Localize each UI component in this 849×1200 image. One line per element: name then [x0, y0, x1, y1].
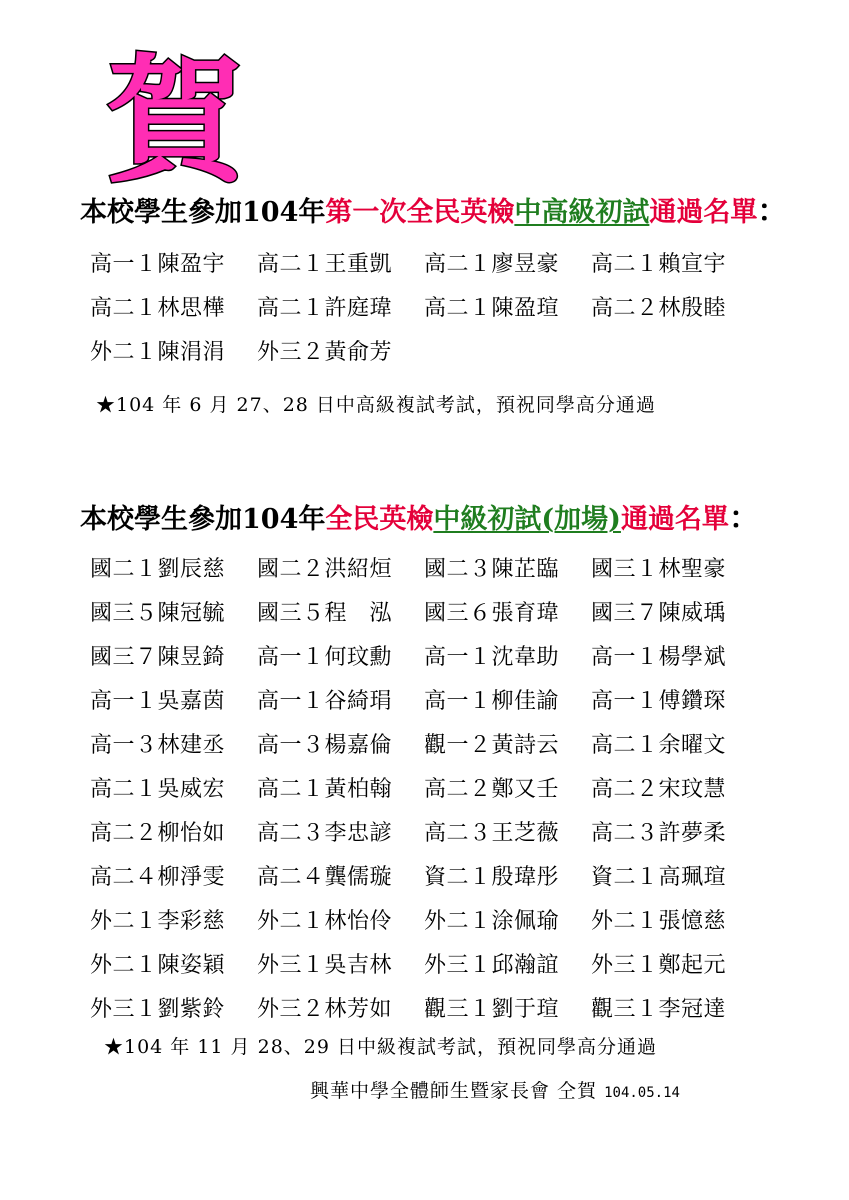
name-row [90, 633, 790, 677]
student-name: 高二２林殷睦 [591, 295, 727, 321]
student-name: 高二１余曜文 [591, 732, 727, 758]
student-name: 高一１何玟勳 [257, 644, 393, 670]
student-name: 國三１林聖豪 [591, 556, 727, 582]
student-name: 國三５陳冠毓 [90, 600, 226, 626]
name-row [90, 941, 790, 985]
student-name: 高二２柳怡如 [90, 820, 226, 846]
student-name: 高二１廖昱豪 [424, 251, 560, 277]
section2-heading-exam: 全民英檢 [325, 504, 434, 535]
student-name: 高二１王重凱 [257, 251, 393, 277]
name-row [90, 985, 790, 1029]
section2-heading [80, 493, 759, 537]
section2-heading-level: 中級初試(加場) [433, 504, 621, 535]
section2-name-list [90, 545, 790, 1029]
student-name: 高二２鄭又壬 [424, 776, 560, 802]
section1-name-list [90, 240, 790, 372]
student-name: 外二１張憶慈 [591, 908, 727, 934]
student-name: 高一１谷綺琄 [257, 688, 393, 714]
section1-heading-colon: ： [757, 194, 788, 229]
footer-date: 104.05.14 [604, 1085, 680, 1101]
student-name: 資二１高珮瑄 [591, 864, 727, 890]
student-name: 外三２黃俞芳 [257, 339, 393, 365]
student-name: 國三５程 泓 [257, 600, 393, 626]
student-name: 高二１黃柏翰 [257, 776, 393, 802]
student-name: 高二３許夢柔 [591, 820, 727, 846]
student-name: 外二１涂佩瑜 [424, 908, 560, 934]
student-name: 外二１陳姿穎 [90, 952, 226, 978]
section1-heading-level: 中高級初試 [514, 197, 650, 228]
student-name: 高二３王芝薇 [424, 820, 560, 846]
student-name: 國二２洪紹烜 [257, 556, 393, 582]
footer-signature: 興華中學全體師生暨家長會 仝賀 [310, 1080, 598, 1102]
student-name: 高二１許庭瑋 [257, 295, 393, 321]
student-name: 高一１沈韋助 [424, 644, 560, 670]
student-name: 高二３李忠諺 [257, 820, 393, 846]
section2-heading-list: 通過名單 [620, 504, 729, 535]
name-row [90, 853, 790, 897]
student-name: 外三１吳吉林 [257, 952, 393, 978]
student-name: 高一３楊嘉倫 [257, 732, 393, 758]
student-name: 高二２宋玟慧 [591, 776, 727, 802]
student-name: 觀三１劉于瑄 [424, 996, 560, 1022]
student-name: 國三７陳威瑀 [591, 600, 727, 626]
student-name: 高一１陳盈宇 [90, 251, 226, 277]
name-row [90, 589, 790, 633]
student-name: 高二１賴宣宇 [591, 251, 727, 277]
student-name: 高一１柳佳諭 [424, 688, 560, 714]
student-name: 國二１劉辰慈 [90, 556, 226, 582]
student-name: 高二１林思樺 [90, 295, 226, 321]
student-name: 外三２林芳如 [257, 996, 393, 1022]
name-row [90, 328, 790, 372]
student-name: 高一１楊學斌 [591, 644, 727, 670]
student-name: 高二１陳盈瑄 [424, 295, 560, 321]
section2-heading-colon: ： [728, 501, 759, 536]
section1-heading-prefix: 本校學生參加104年 [80, 197, 326, 228]
student-name: 高一３林建丞 [90, 732, 226, 758]
name-row [90, 677, 790, 721]
footer [310, 1076, 680, 1103]
student-name: 外二１李彩慈 [90, 908, 226, 934]
student-name: 外三１鄭起元 [591, 952, 727, 978]
name-row [90, 765, 790, 809]
student-name: 外二１陳涓涓 [90, 339, 226, 365]
student-name: 國三７陳昱錡 [90, 644, 226, 670]
student-name: 國二３陳芷臨 [424, 556, 560, 582]
section1-heading [80, 186, 787, 230]
student-name: 觀三１李冠達 [591, 996, 727, 1022]
student-name: 高一１傅鑽琛 [591, 688, 727, 714]
student-name: 高二４龔儒璇 [257, 864, 393, 890]
student-name: 外三１劉紫鈴 [90, 996, 226, 1022]
name-row [90, 897, 790, 941]
section1-heading-exam: 第一次全民英檢 [325, 197, 515, 228]
section1-note: ★104 年 6 月 27、28 日中高級複試考試，預祝同學高分通過 [96, 394, 656, 416]
student-name: 高一１吳嘉茵 [90, 688, 226, 714]
section2-note: ★104 年 11 月 28、29 日中級複試考試，預祝同學高分通過 [104, 1036, 657, 1058]
student-name: 資二１殷瑋彤 [424, 864, 560, 890]
student-name: 觀一２黃詩云 [424, 732, 560, 758]
student-name: 國三６張育瑋 [424, 600, 560, 626]
name-row [90, 721, 790, 765]
name-row [90, 809, 790, 853]
student-name: 外三１邱瀚誼 [424, 952, 560, 978]
name-row [90, 284, 790, 328]
section1-heading-list: 通過名單 [649, 197, 758, 228]
student-name: 外二１林怡伶 [257, 908, 393, 934]
congratulations-logo [100, 44, 250, 194]
name-row [90, 240, 790, 284]
congratulations-logo-char: 賀 [105, 44, 245, 194]
name-row [90, 545, 790, 589]
section2-heading-prefix: 本校學生參加104年 [80, 504, 326, 535]
student-name: 高二１吳威宏 [90, 776, 226, 802]
student-name: 高二４柳淨雯 [90, 864, 226, 890]
